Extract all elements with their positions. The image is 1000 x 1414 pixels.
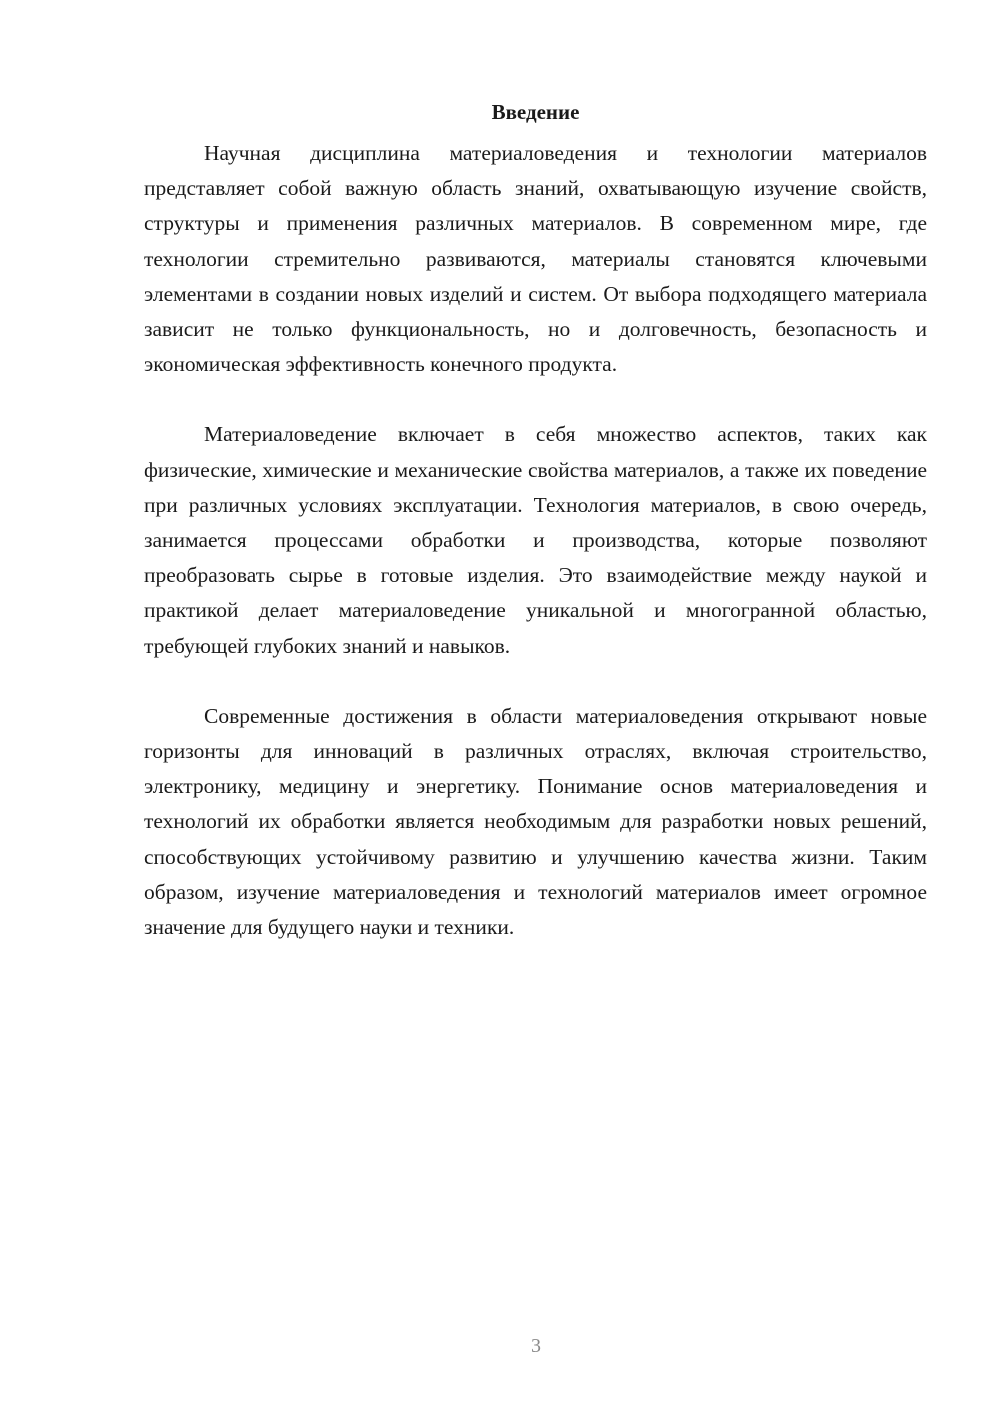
section-title: Введение	[491, 100, 580, 124]
page-number: 3	[531, 1335, 541, 1357]
paragraph-1: Научная дисциплина материаловедения и технологии материалов представляет собой важную область знаний, охватывающую изучение свойств, структуры и применения различных материалов. В современном мире, где технологии стремительно развиваются, материалы становятся ключевыми элементами в создании новых изделий и систем. От выбора подходящего материала зависит не только функциональность, но и долговечность, безопасность и экономическая эффективность конечного продукта.	[144, 141, 927, 377]
paragraph-3: Современные достижения в области материаловедения открывают новые горизонты для инноваций в различных отраслях, включая строительство, электронику, медицину и энергетику. Понимание основ материаловедения и технологий их обработки является необходимым для разработки новых решений, способствующих устойчивому развитию и улучшению качества жизни. Таким образом, изучение материаловедения и технологий материалов имеет огромное значение для будущего науки и техники.	[144, 703, 927, 940]
page-content	[144, 97, 927, 945]
paragraph-2: Материаловедение включает в себя множество аспектов, таких как физические, химические и механические свойства материалов, а также их поведение при различных условиях эксплуатации. Технология материалов, в свою очередь, занимается процессами обработки и производства, которые позволяют преобразовать сырье в готовые изделия. Это взаимодействие между наукой и практикой делает материаловедение уникальной и многогранной областью, требующей глубоких знаний и навыков.	[144, 422, 927, 658]
